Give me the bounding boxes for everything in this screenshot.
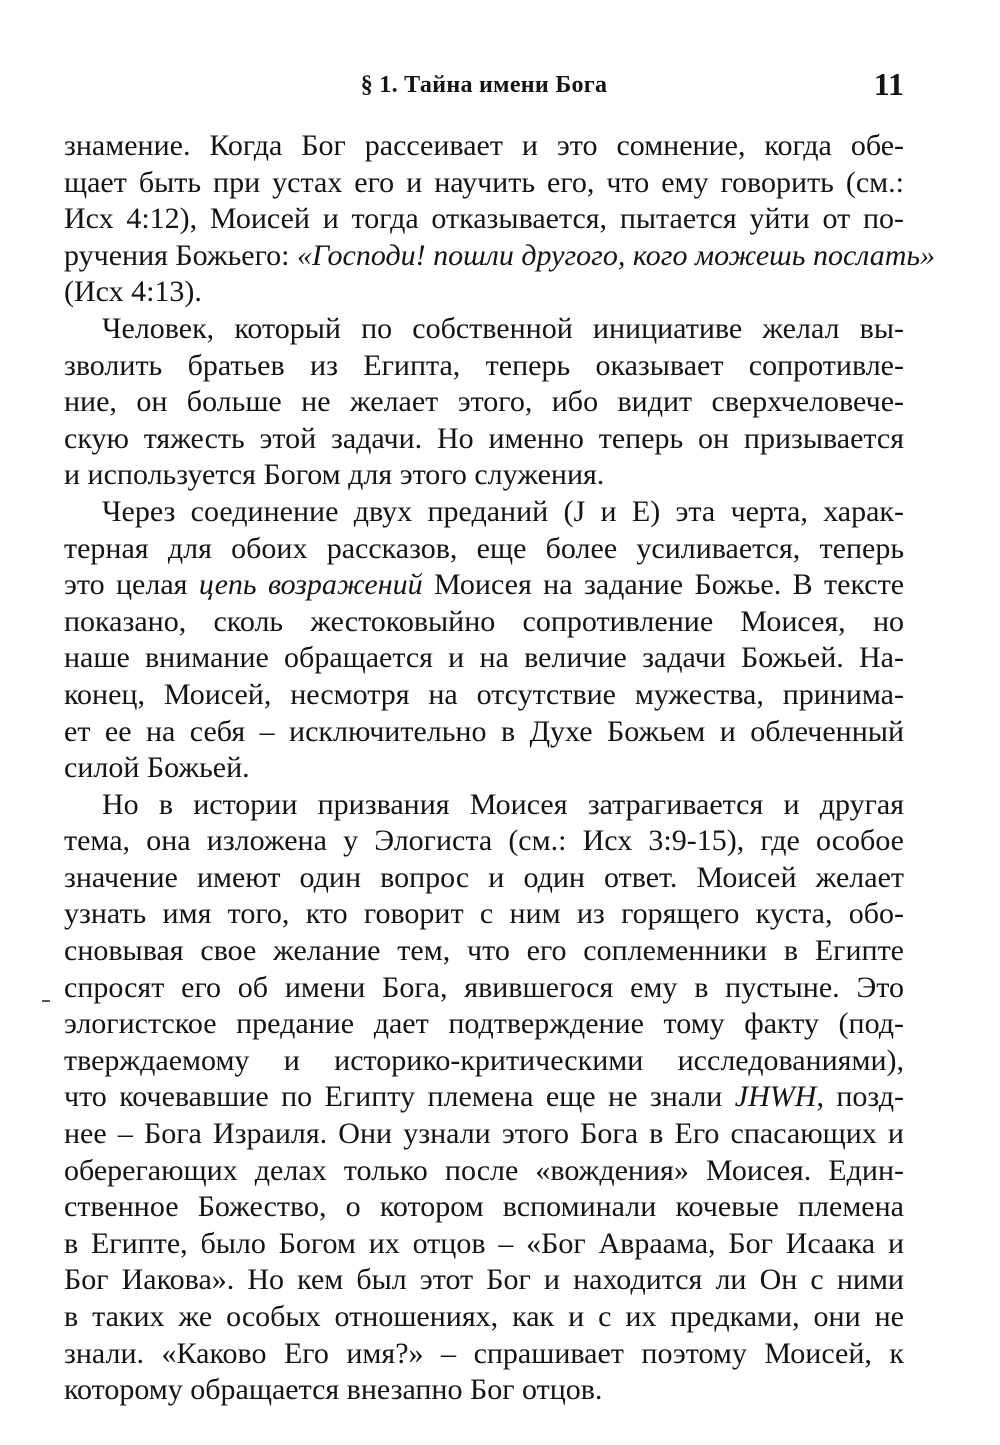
text-line: которому обращается внезапно Бог отцов. (64, 1373, 603, 1407)
text-line: Человек, который по собственной инициативе желал вы- (102, 311, 904, 345)
text-line: в Египте, было Богом их отцов – «Бог Авраама, Бог Исаака и (64, 1226, 904, 1260)
text-line: нее – Бога Израиля. Они узнали этого Бога в Его спасающих и (64, 1117, 904, 1151)
text-line: терная для обоих рассказов, еще более усиливается, теперь (64, 531, 904, 565)
body-text (64, 128, 936, 1409)
text-line: знали. «Каково Его имя?» – спрашивает поэтому Моисей, к (64, 1336, 904, 1370)
text-line: Исх 4:12), Моисей и тогда отказывается, пытается уйти от по- (64, 202, 904, 236)
text-run: ручения Божьего: (64, 238, 298, 272)
text-line (64, 1079, 904, 1116)
text-line: и используется Богом для этого служения. (64, 458, 605, 492)
text-line: Но в истории призвания Моисея затрагивается и другая (102, 787, 904, 821)
text-line: элогистское предание дает подтверждение тому факту (под- (64, 1007, 904, 1041)
text-run: что кочевавшие по Египту племена еще не знали (64, 1080, 735, 1114)
margin-mark (42, 1000, 50, 1002)
text-line: (Исх 4:13). (64, 275, 202, 309)
text-run: , позд- (816, 1080, 904, 1114)
text-line: скую тяжесть этой задачи. Но именно теперь он призывается (64, 421, 904, 455)
text-run: Моисея на задание Божье. В тексте (422, 568, 905, 602)
text-line: зволить братьев из Египта, теперь оказывает сопротивле- (64, 348, 904, 382)
text-line: Бог Иакова». Но кем был этот Бог и находится ли Он с ними (64, 1263, 904, 1297)
text-line: наше внимание обращается и на величие задачи Божьей. На- (64, 641, 904, 675)
emphasis-italic: JHWH (734, 1080, 817, 1114)
text-line: Через соединение двух преданий (J и E) эта черта, харак- (102, 494, 904, 528)
text-line: значение имеют один вопрос и один ответ. Моисей желает (64, 860, 904, 894)
quote-italic: «Господи! пошли другого, кого можешь послать» (297, 238, 936, 272)
text-line: ние, он больше не желает этого, ибо видит сверхчеловече- (64, 385, 904, 419)
text-line: показано, сколь жестоковыйно сопротивление Моисея, но (64, 604, 904, 638)
text-line: силой Божьей. (64, 751, 250, 785)
text-line: оберегающих делах только после «вождения» Моисея. Един- (64, 1153, 904, 1187)
text-line: узнать имя того, кто говорит с ним из горящего куста, обо- (64, 897, 904, 931)
running-title: § 1. Тайна имени Бога (360, 72, 608, 98)
text-line: ственное Божество, о котором вспоминали кочевые племена (64, 1190, 904, 1224)
text-line: конец, Моисей, несмотря на отсутствие мужества, принима- (64, 677, 904, 711)
text-line: щает быть при устах его и научить его, что ему говорить (см.: (64, 165, 904, 199)
text-line (64, 567, 904, 604)
text-line: тема, она изложена у Элогиста (см.: Исх 3:9-15), где особое (64, 824, 904, 858)
emphasis-italic: цепь возражений (198, 568, 423, 602)
text-line: тверждаемому и историко-критическими исследованиями), (64, 1043, 904, 1077)
text-run: это целая (64, 568, 199, 602)
text-line: ет ее на себя – исключительно в Духе Божьем и облеченный (64, 714, 904, 748)
text-line: сновывая свое желание тем, что его соплеменники в Египте (64, 934, 904, 968)
text-line: спросят его об имени Бога, явившегося ему в пустыне. Это (64, 970, 904, 1004)
text-line: знамение. Когда Бог рассеивает и это сомнение, когда обе- (64, 129, 904, 162)
running-head (64, 66, 904, 112)
text-line: в таких же особых отношениях, как и с их предками, они не (64, 1300, 904, 1333)
text-line (64, 238, 936, 275)
page-number: 11 (873, 66, 904, 102)
